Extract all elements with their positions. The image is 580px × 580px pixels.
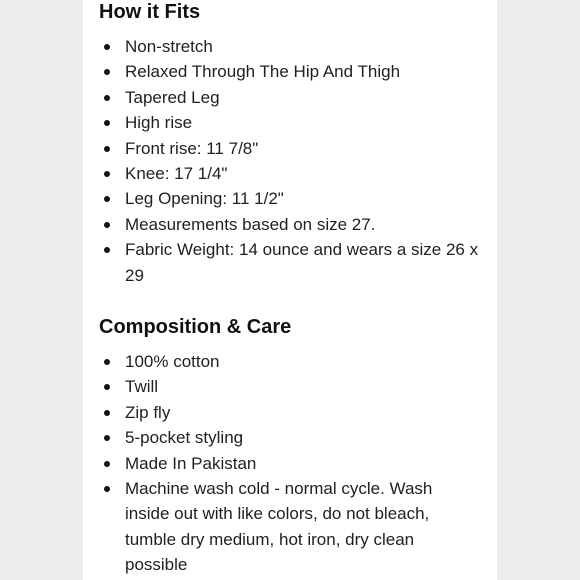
care-item-text: Zip fly: [125, 402, 171, 422]
bullet-icon: [104, 410, 110, 416]
product-details-panel: [83, 0, 497, 580]
fit-item-text: Knee: 17 1/4": [125, 164, 228, 184]
care-list-item: [99, 349, 479, 374]
fit-list-item: [99, 136, 479, 161]
fit-item-text: Relaxed Through The Hip And Thigh: [125, 62, 401, 82]
care-list-item: [99, 476, 479, 578]
fit-item-text: Tapered Leg: [125, 87, 220, 107]
fit-item-text: Non-stretch: [125, 37, 213, 56]
how-it-fits-heading: How it Fits: [99, 1, 201, 23]
bullet-icon: [104, 359, 110, 365]
composition-care-list: [99, 349, 479, 578]
care-list-item: [99, 451, 479, 476]
fit-item-text: Leg Opening: 11 1/2": [125, 189, 284, 209]
care-item-text: 100% cotton: [125, 352, 220, 371]
fit-list-item: [99, 34, 479, 59]
fit-list-item: [99, 110, 479, 135]
fit-list-item: [99, 186, 479, 211]
bullet-icon: [104, 146, 110, 152]
care-item-text: Twill: [125, 377, 159, 397]
care-list-item: [99, 374, 479, 399]
care-list-item: [99, 425, 479, 450]
care-list-item: [99, 400, 479, 425]
fit-item-text: Measurements based on size 27.: [125, 214, 376, 234]
bullet-icon: [104, 384, 110, 390]
care-item-text: 5-pocket styling: [125, 428, 244, 448]
bullet-icon: [104, 120, 110, 126]
composition-care-heading: Composition & Care: [99, 316, 292, 338]
bullet-icon: [104, 247, 110, 253]
bullet-icon: [104, 222, 110, 228]
how-it-fits-list: [99, 34, 479, 288]
bullet-icon: [104, 69, 110, 75]
bullet-icon: [104, 171, 110, 177]
fit-item-text: High rise: [125, 113, 193, 133]
fit-list-item: [99, 161, 479, 186]
fit-list-item: [99, 59, 479, 84]
fit-list-item: [99, 212, 479, 237]
fit-item-text: Front rise: 11 7/8": [125, 138, 259, 158]
bullet-icon: [104, 461, 110, 467]
bullet-icon: [104, 196, 110, 202]
bullet-icon: [104, 435, 110, 441]
bullet-icon: [104, 486, 110, 492]
fit-item-text: Fabric Weight: 14 ounce and wears a size 26 x 29: [125, 240, 479, 285]
fit-list-item: [99, 237, 479, 288]
care-item-text: Machine wash cold - normal cycle. Wash inside out with like colors, do not bleach, tumble dry medium, hot iron, dry clean possible: [125, 479, 433, 575]
bullet-icon: [104, 95, 110, 101]
care-item-text: Made In Pakistan: [125, 453, 257, 473]
fit-list-item: [99, 85, 479, 110]
bullet-icon: [104, 44, 110, 50]
